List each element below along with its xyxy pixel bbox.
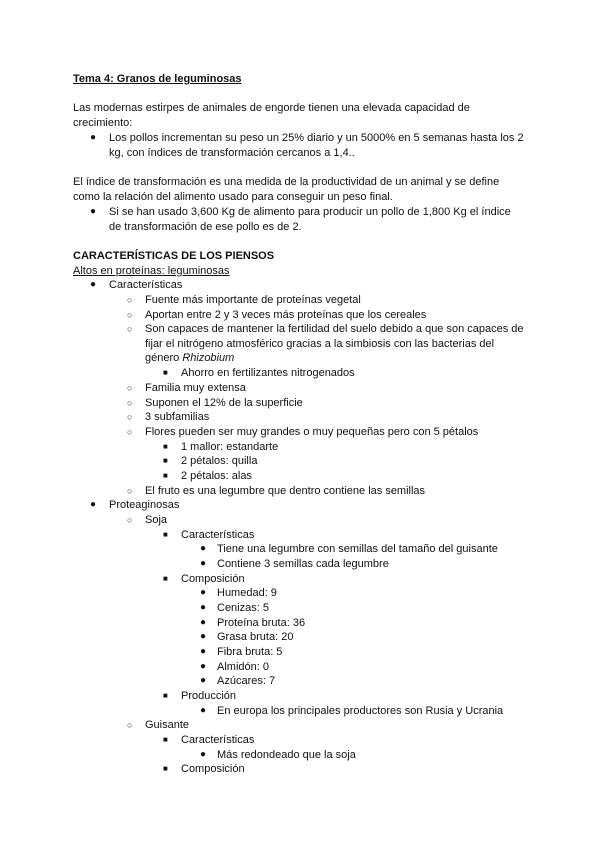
bullet-circle-icon: ○ — [127, 720, 133, 730]
bullet-disc-icon: ● — [200, 602, 207, 613]
bullet-disc-icon: ● — [200, 617, 207, 628]
subheading: Altos en proteínas: leguminosas — [73, 265, 230, 277]
fertility-line-3 — [145, 351, 234, 365]
index-bullet-line-2: de transformación de ese pollo es de 2. — [109, 221, 302, 233]
comp-item: Proteína bruta: 36 — [217, 617, 306, 629]
document-title: Tema 4: Granos de leguminosas — [73, 73, 242, 85]
guisante-caract-item: Más redondeado que la soja — [217, 749, 356, 761]
bullet-disc-icon: ● — [200, 558, 207, 569]
petal-item: 2 pétalos: alas — [181, 470, 252, 482]
bullet-disc-icon: ● — [200, 749, 207, 760]
bullet-circle-icon: ○ — [127, 383, 133, 393]
bullet-disc-icon: ● — [90, 499, 97, 510]
soja-label: Soja — [145, 514, 168, 526]
bullet-disc-icon: ● — [200, 646, 207, 657]
bullet-circle-icon: ○ — [127, 515, 133, 525]
bullet-circle-icon: ○ — [127, 398, 133, 408]
bullet-square-icon: ■ — [163, 442, 168, 451]
index-line-1: El índice de transformación es una medida de la productividad de un animal y se define — [73, 176, 500, 188]
fertility-prefix: género — [145, 352, 183, 364]
comp-item: Grasa bruta: 20 — [217, 631, 294, 643]
fertility-sub-item: Ahorro en fertilizantes nitrogenados — [181, 367, 355, 379]
soja-caract-label: Características — [181, 529, 255, 541]
bullet-square-icon: ■ — [163, 764, 168, 773]
bullet-circle-icon: ○ — [127, 486, 133, 496]
list-item: Fuente más importante de proteínas vegetal — [145, 294, 361, 306]
fertility-line-2: fijar el nitrógeno atmosférico gracias a la simbiosis con las bacterias del — [145, 338, 495, 350]
proteaginosas-label: Proteaginosas — [109, 499, 180, 511]
bullet-square-icon: ■ — [163, 471, 168, 480]
bullet-square-icon: ■ — [163, 574, 168, 583]
bullet-square-icon: ■ — [163, 530, 168, 539]
guisante-caract-label: Características — [181, 734, 255, 746]
bullet-circle-icon: ○ — [127, 324, 133, 334]
bullet-disc-icon: ● — [200, 661, 207, 672]
bullet-disc-icon: ● — [90, 279, 97, 290]
petal-item: 2 pétalos: quilla — [181, 455, 258, 467]
list-item: Aportan entre 2 y 3 veces más proteínas que los cereales — [145, 309, 427, 321]
bullet-circle-icon: ○ — [127, 295, 133, 305]
bullet-disc-icon: ● — [200, 587, 207, 598]
soja-comp-label: Composición — [181, 573, 245, 585]
guisante-comp-label: Composición — [181, 763, 245, 775]
comp-item: Humedad: 9 — [217, 587, 277, 599]
petal-item: 1 mallor: estandarte — [181, 441, 279, 453]
bullet-circle-icon: ○ — [127, 412, 133, 422]
rhizobium-italic: Rhizobium — [182, 352, 235, 364]
list-item: Contiene 3 semillas cada legumbre — [217, 558, 389, 570]
list-item: Suponen el 12% de la superficie — [145, 397, 303, 409]
intro-line-1: Las modernas estirpes de animales de engorde tienen una elevada capacidad de — [73, 102, 470, 114]
bullet-disc-icon: ● — [90, 206, 97, 217]
bullet-square-icon: ■ — [163, 368, 168, 377]
comp-item: Fibra bruta: 5 — [217, 646, 283, 658]
intro-line-2: crecimiento: — [73, 117, 133, 129]
bullet-square-icon: ■ — [163, 691, 168, 700]
bullet-disc-icon: ● — [200, 631, 207, 642]
bullet-disc-icon: ● — [90, 132, 97, 143]
index-bullet-line-1: Si se han usado 3,600 Kg de alimento para producir un pollo de 1,800 Kg el índice — [109, 206, 511, 218]
fertility-line-1: Son capaces de mantener la fertilidad del suelo debido a que son capaces de — [145, 323, 524, 335]
caracteristicas-label: Características — [109, 279, 183, 291]
section-heading: CARACTERÍSTICAS DE LOS PIENSOS — [73, 250, 275, 262]
index-line-2: como la relación del alimento usado para conseguir un peso final. — [73, 191, 393, 203]
bullet-disc-icon: ● — [200, 543, 207, 554]
list-item: Flores pueden ser muy grandes o muy pequeñas pero con 5 pétalos — [145, 426, 479, 438]
bullet-circle-icon: ○ — [127, 427, 133, 437]
bullet-disc-icon: ● — [200, 705, 207, 716]
list-item: 3 subfamilias — [145, 411, 210, 423]
comp-item: Azúcares: 7 — [217, 675, 276, 687]
fruit-item: El fruto es una legumbre que dentro contiene las semillas — [145, 485, 426, 497]
bullet-square-icon: ■ — [163, 735, 168, 744]
bullet-circle-icon: ○ — [127, 310, 133, 320]
bullet-disc-icon: ● — [200, 675, 207, 686]
comp-item: Cenizas: 5 — [217, 602, 269, 614]
intro-bullet-line-1: Los pollos incrementan su peso un 25% diario y un 5000% en 5 semanas hasta los 2 — [109, 132, 524, 144]
comp-item: Almidón: 0 — [217, 661, 269, 673]
prod-item: En europa los principales productores son Rusia y Ucrania — [217, 705, 504, 717]
bullet-square-icon: ■ — [163, 456, 168, 465]
soja-prod-label: Producción — [181, 690, 237, 702]
guisante-label: Guisante — [145, 719, 190, 731]
list-item: Familia muy extensa — [145, 382, 246, 394]
list-item: Tiene una legumbre con semillas del tamaño del guisante — [217, 543, 498, 555]
intro-bullet-line-2: kg, con índices de transformación cercanos a 1,4.. — [109, 147, 355, 159]
